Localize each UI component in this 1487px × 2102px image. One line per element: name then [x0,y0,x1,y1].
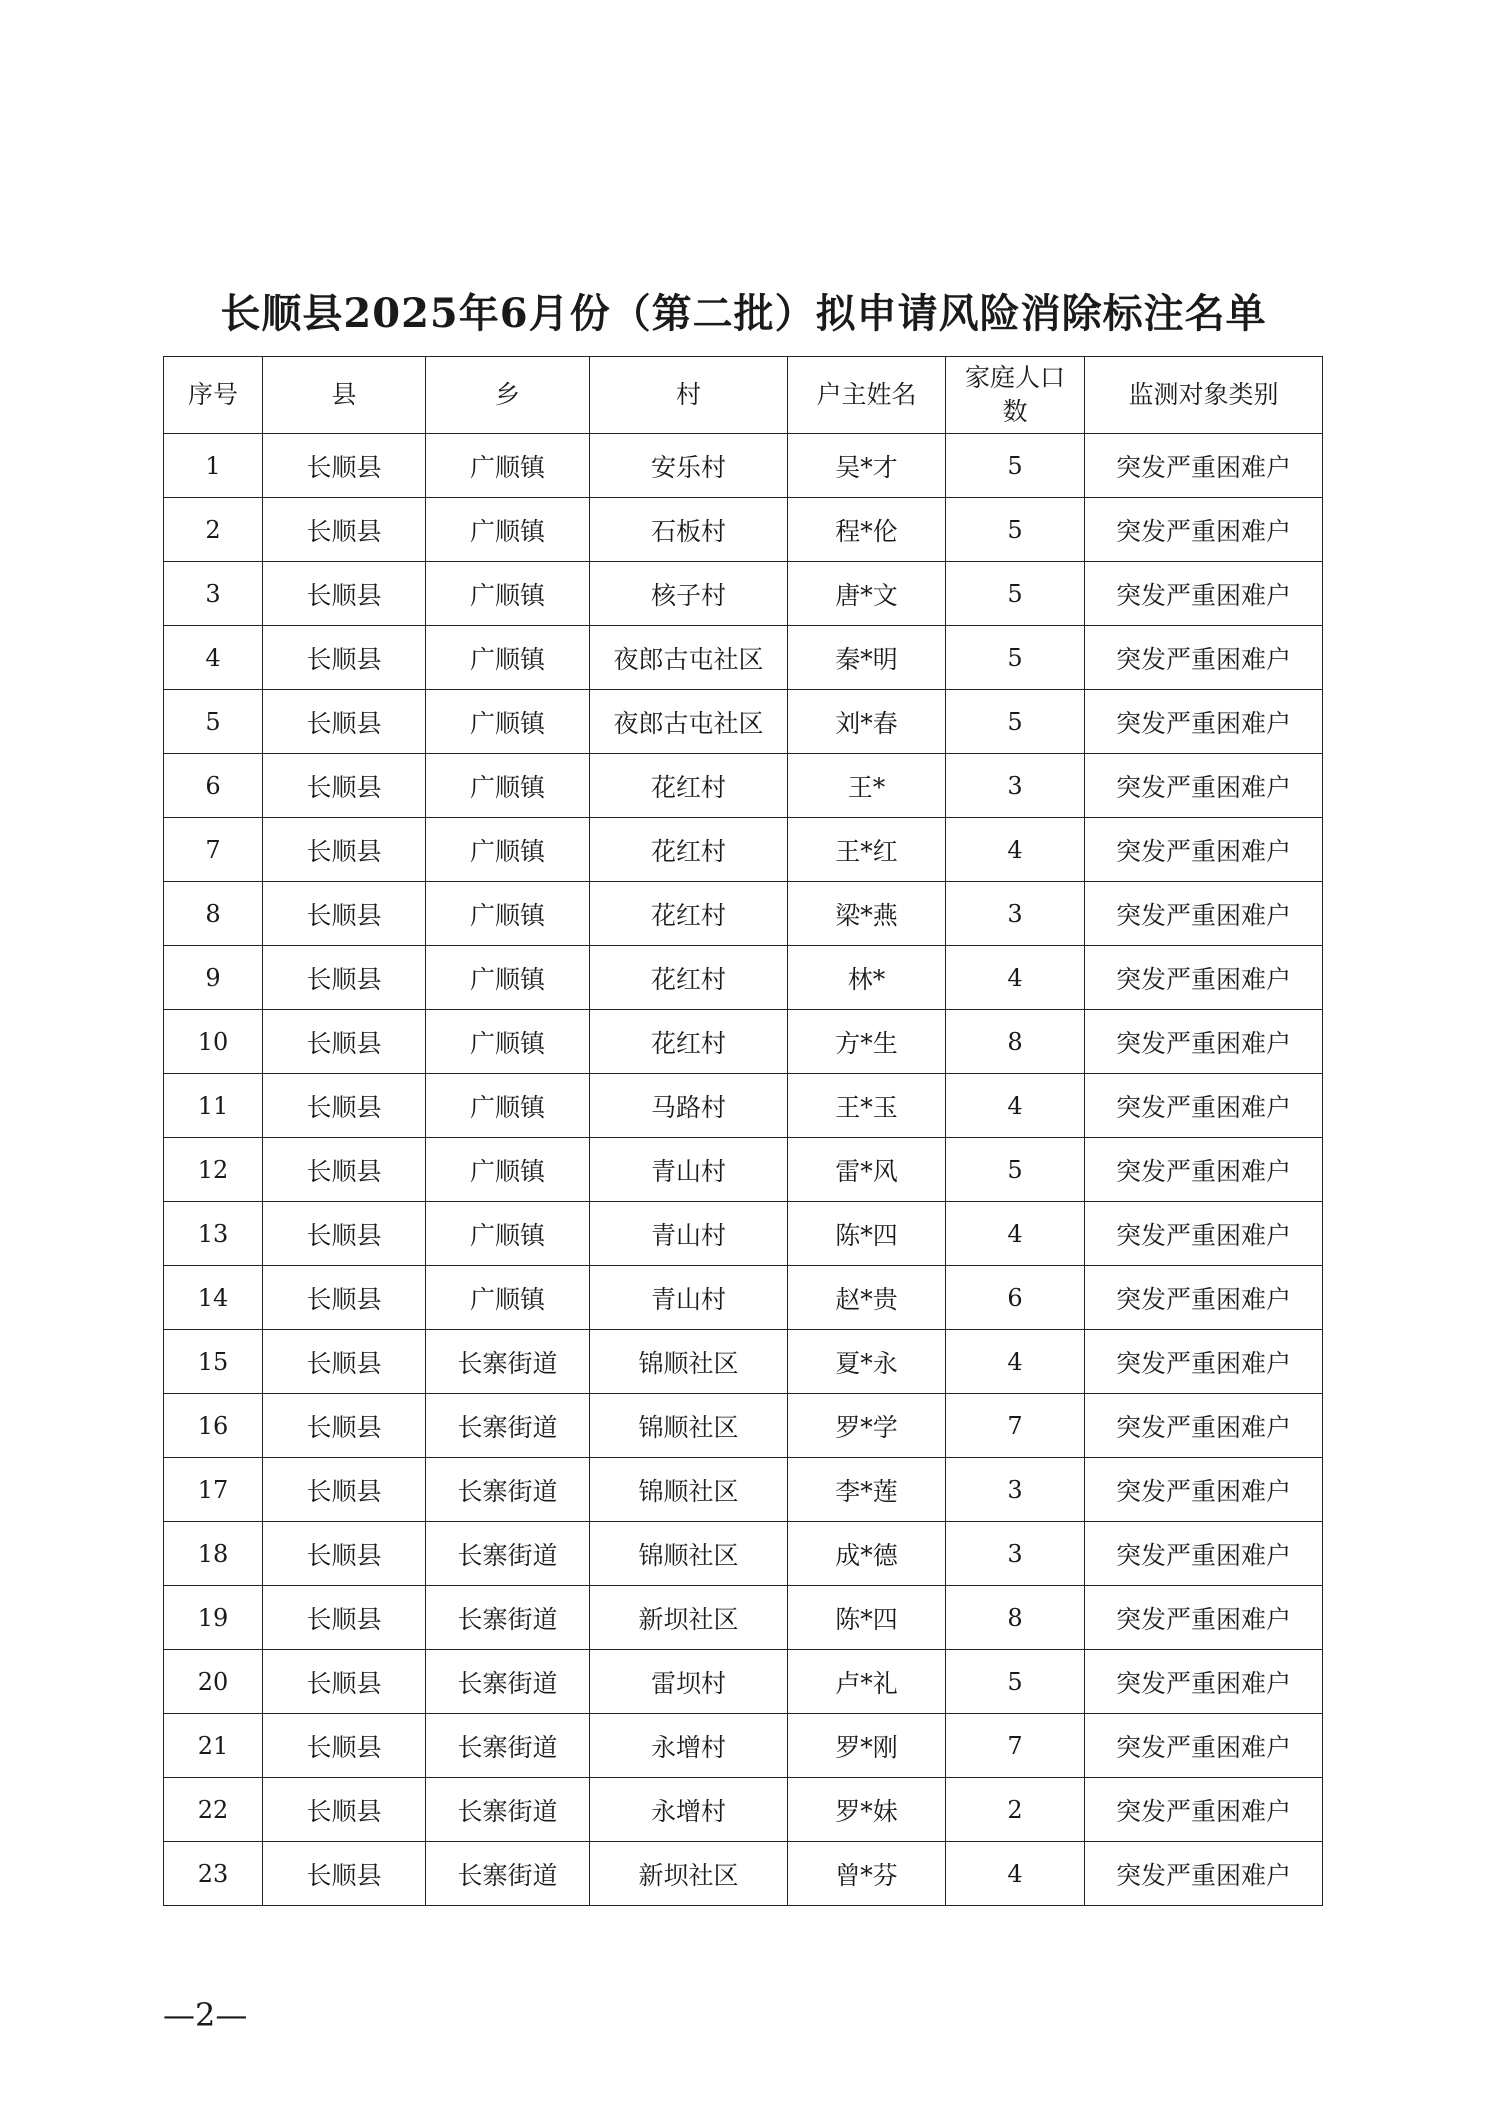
cell-township: 广顺镇 [426,626,590,690]
table-row [164,1266,1323,1330]
column-header-index: 序号 [164,357,263,434]
cell-county: 长顺县 [263,882,426,946]
cell-township: 长寨街道 [426,1330,590,1394]
cell-category: 突发严重困难户 [1085,626,1323,690]
cell-index: 7 [164,818,263,882]
cell-householder: 夏*永 [788,1330,946,1394]
cell-village: 石板村 [590,498,788,562]
table-row [164,626,1323,690]
table-row [164,1138,1323,1202]
cell-category: 突发严重困难户 [1085,690,1323,754]
cell-category: 突发严重困难户 [1085,1842,1323,1906]
cell-township: 广顺镇 [426,498,590,562]
cell-family-size: 8 [946,1586,1085,1650]
table-row [164,1522,1323,1586]
cell-township: 广顺镇 [426,434,590,498]
cell-county: 长顺县 [263,1266,426,1330]
cell-village: 锦顺社区 [590,1394,788,1458]
cell-householder: 王*玉 [788,1074,946,1138]
cell-category: 突发严重困难户 [1085,562,1323,626]
cell-township: 广顺镇 [426,1010,590,1074]
cell-index: 16 [164,1394,263,1458]
cell-index: 2 [164,498,263,562]
cell-index: 13 [164,1202,263,1266]
cell-category: 突发严重困难户 [1085,1714,1323,1778]
cell-family-size: 5 [946,562,1085,626]
table-body [164,434,1323,1906]
cell-householder: 曾*芬 [788,1842,946,1906]
column-header-county: 县 [263,357,426,434]
cell-family-size: 4 [946,1842,1085,1906]
cell-village: 核子村 [590,562,788,626]
cell-township: 长寨街道 [426,1778,590,1842]
cell-county: 长顺县 [263,434,426,498]
cell-index: 10 [164,1010,263,1074]
risk-elimination-table [163,356,1323,1906]
cell-family-size: 3 [946,882,1085,946]
table-row [164,1714,1323,1778]
cell-index: 22 [164,1778,263,1842]
cell-county: 长顺县 [263,1586,426,1650]
table-row [164,882,1323,946]
table-row [164,1458,1323,1522]
cell-county: 长顺县 [263,626,426,690]
cell-township: 广顺镇 [426,1202,590,1266]
cell-county: 长顺县 [263,498,426,562]
cell-village: 花红村 [590,1010,788,1074]
cell-county: 长顺县 [263,562,426,626]
cell-township: 长寨街道 [426,1586,590,1650]
cell-category: 突发严重困难户 [1085,818,1323,882]
cell-index: 1 [164,434,263,498]
cell-county: 长顺县 [263,1714,426,1778]
cell-county: 长顺县 [263,1522,426,1586]
cell-village: 新坝社区 [590,1842,788,1906]
cell-family-size: 5 [946,498,1085,562]
cell-family-size: 4 [946,946,1085,1010]
cell-householder: 卢*礼 [788,1650,946,1714]
page-number: —2— [163,1996,248,2034]
cell-family-size: 6 [946,1266,1085,1330]
cell-householder: 王* [788,754,946,818]
cell-householder: 程*伦 [788,498,946,562]
cell-township: 广顺镇 [426,946,590,1010]
cell-village: 新坝社区 [590,1586,788,1650]
cell-householder: 成*德 [788,1522,946,1586]
cell-county: 长顺县 [263,1778,426,1842]
cell-county: 长顺县 [263,1138,426,1202]
cell-householder: 林* [788,946,946,1010]
cell-family-size: 5 [946,690,1085,754]
column-header-householder: 户主姓名 [788,357,946,434]
cell-county: 长顺县 [263,690,426,754]
cell-category: 突发严重困难户 [1085,1138,1323,1202]
cell-county: 长顺县 [263,1010,426,1074]
table-row [164,1586,1323,1650]
cell-category: 突发严重困难户 [1085,754,1323,818]
table-row [164,1010,1323,1074]
cell-township: 长寨街道 [426,1394,590,1458]
cell-householder: 吴*才 [788,434,946,498]
cell-family-size: 2 [946,1778,1085,1842]
cell-village: 锦顺社区 [590,1458,788,1522]
cell-township: 长寨街道 [426,1458,590,1522]
cell-category: 突发严重困难户 [1085,1074,1323,1138]
cell-county: 长顺县 [263,754,426,818]
cell-index: 21 [164,1714,263,1778]
cell-category: 突发严重困难户 [1085,1650,1323,1714]
cell-index: 19 [164,1586,263,1650]
cell-village: 马路村 [590,1074,788,1138]
cell-index: 12 [164,1138,263,1202]
table-row [164,1394,1323,1458]
cell-category: 突发严重困难户 [1085,1266,1323,1330]
table-row [164,498,1323,562]
cell-category: 突发严重困难户 [1085,1778,1323,1842]
table-row [164,434,1323,498]
table-row [164,1074,1323,1138]
table-row [164,818,1323,882]
cell-township: 广顺镇 [426,1266,590,1330]
cell-village: 青山村 [590,1266,788,1330]
cell-householder: 梁*燕 [788,882,946,946]
cell-index: 6 [164,754,263,818]
cell-village: 花红村 [590,754,788,818]
cell-township: 广顺镇 [426,690,590,754]
cell-category: 突发严重困难户 [1085,1202,1323,1266]
cell-family-size: 7 [946,1394,1085,1458]
cell-township: 广顺镇 [426,562,590,626]
cell-village: 青山村 [590,1202,788,1266]
cell-index: 23 [164,1842,263,1906]
cell-county: 长顺县 [263,1650,426,1714]
cell-family-size: 5 [946,1138,1085,1202]
cell-county: 长顺县 [263,946,426,1010]
cell-householder: 陈*四 [788,1586,946,1650]
table-row [164,1202,1323,1266]
cell-village: 安乐村 [590,434,788,498]
cell-county: 长顺县 [263,1074,426,1138]
cell-householder: 方*生 [788,1010,946,1074]
cell-family-size: 3 [946,1522,1085,1586]
cell-family-size: 3 [946,754,1085,818]
cell-township: 长寨街道 [426,1522,590,1586]
cell-village: 花红村 [590,882,788,946]
column-header-category: 监测对象类别 [1085,357,1323,434]
cell-township: 广顺镇 [426,754,590,818]
cell-householder: 罗*刚 [788,1714,946,1778]
cell-category: 突发严重困难户 [1085,1586,1323,1650]
table-row [164,1842,1323,1906]
cell-village: 青山村 [590,1138,788,1202]
table-header-row [164,357,1323,434]
cell-county: 长顺县 [263,818,426,882]
cell-category: 突发严重困难户 [1085,498,1323,562]
cell-householder: 李*莲 [788,1458,946,1522]
cell-householder: 秦*明 [788,626,946,690]
cell-family-size: 3 [946,1458,1085,1522]
cell-index: 15 [164,1330,263,1394]
cell-category: 突发严重困难户 [1085,1010,1323,1074]
cell-family-size: 4 [946,1202,1085,1266]
cell-family-size: 5 [946,1650,1085,1714]
column-header-village: 村 [590,357,788,434]
cell-family-size: 4 [946,818,1085,882]
cell-index: 9 [164,946,263,1010]
table-row [164,1330,1323,1394]
cell-index: 5 [164,690,263,754]
cell-category: 突发严重困难户 [1085,1330,1323,1394]
cell-householder: 陈*四 [788,1202,946,1266]
cell-township: 广顺镇 [426,882,590,946]
cell-index: 3 [164,562,263,626]
cell-householder: 罗*妹 [788,1778,946,1842]
table-row [164,754,1323,818]
cell-index: 14 [164,1266,263,1330]
cell-category: 突发严重困难户 [1085,882,1323,946]
cell-householder: 刘*春 [788,690,946,754]
cell-township: 长寨街道 [426,1842,590,1906]
column-header-township: 乡 [426,357,590,434]
cell-village: 雷坝村 [590,1650,788,1714]
cell-village: 花红村 [590,818,788,882]
cell-village: 锦顺社区 [590,1330,788,1394]
cell-township: 广顺镇 [426,1074,590,1138]
cell-village: 夜郎古屯社区 [590,626,788,690]
cell-family-size: 5 [946,626,1085,690]
cell-category: 突发严重困难户 [1085,946,1323,1010]
cell-category: 突发严重困难户 [1085,1394,1323,1458]
page-title: 长顺县2025年6月份（第二批）拟申请风险消除标注名单 [220,290,1267,337]
cell-category: 突发严重困难户 [1085,434,1323,498]
cell-householder: 王*红 [788,818,946,882]
cell-township: 长寨街道 [426,1650,590,1714]
cell-index: 18 [164,1522,263,1586]
cell-village: 花红村 [590,946,788,1010]
table-row [164,946,1323,1010]
cell-village: 永增村 [590,1778,788,1842]
cell-family-size: 4 [946,1330,1085,1394]
cell-family-size: 8 [946,1010,1085,1074]
cell-householder: 罗*学 [788,1394,946,1458]
cell-village: 夜郎古屯社区 [590,690,788,754]
cell-family-size: 4 [946,1074,1085,1138]
table-row [164,562,1323,626]
cell-village: 锦顺社区 [590,1522,788,1586]
cell-index: 20 [164,1650,263,1714]
cell-county: 长顺县 [263,1330,426,1394]
cell-county: 长顺县 [263,1458,426,1522]
cell-township: 长寨街道 [426,1714,590,1778]
table-row [164,1778,1323,1842]
cell-township: 广顺镇 [426,1138,590,1202]
cell-category: 突发严重困难户 [1085,1522,1323,1586]
cell-county: 长顺县 [263,1202,426,1266]
cell-householder: 赵*贵 [788,1266,946,1330]
cell-township: 广顺镇 [426,818,590,882]
cell-householder: 雷*风 [788,1138,946,1202]
cell-category: 突发严重困难户 [1085,1458,1323,1522]
cell-index: 11 [164,1074,263,1138]
cell-index: 17 [164,1458,263,1522]
cell-index: 4 [164,626,263,690]
cell-family-size: 7 [946,1714,1085,1778]
cell-index: 8 [164,882,263,946]
cell-village: 永增村 [590,1714,788,1778]
cell-county: 长顺县 [263,1842,426,1906]
table-row [164,690,1323,754]
cell-county: 长顺县 [263,1394,426,1458]
column-header-family-size: 家庭人口数 [946,357,1085,434]
cell-family-size: 5 [946,434,1085,498]
cell-householder: 唐*文 [788,562,946,626]
table-row [164,1650,1323,1714]
